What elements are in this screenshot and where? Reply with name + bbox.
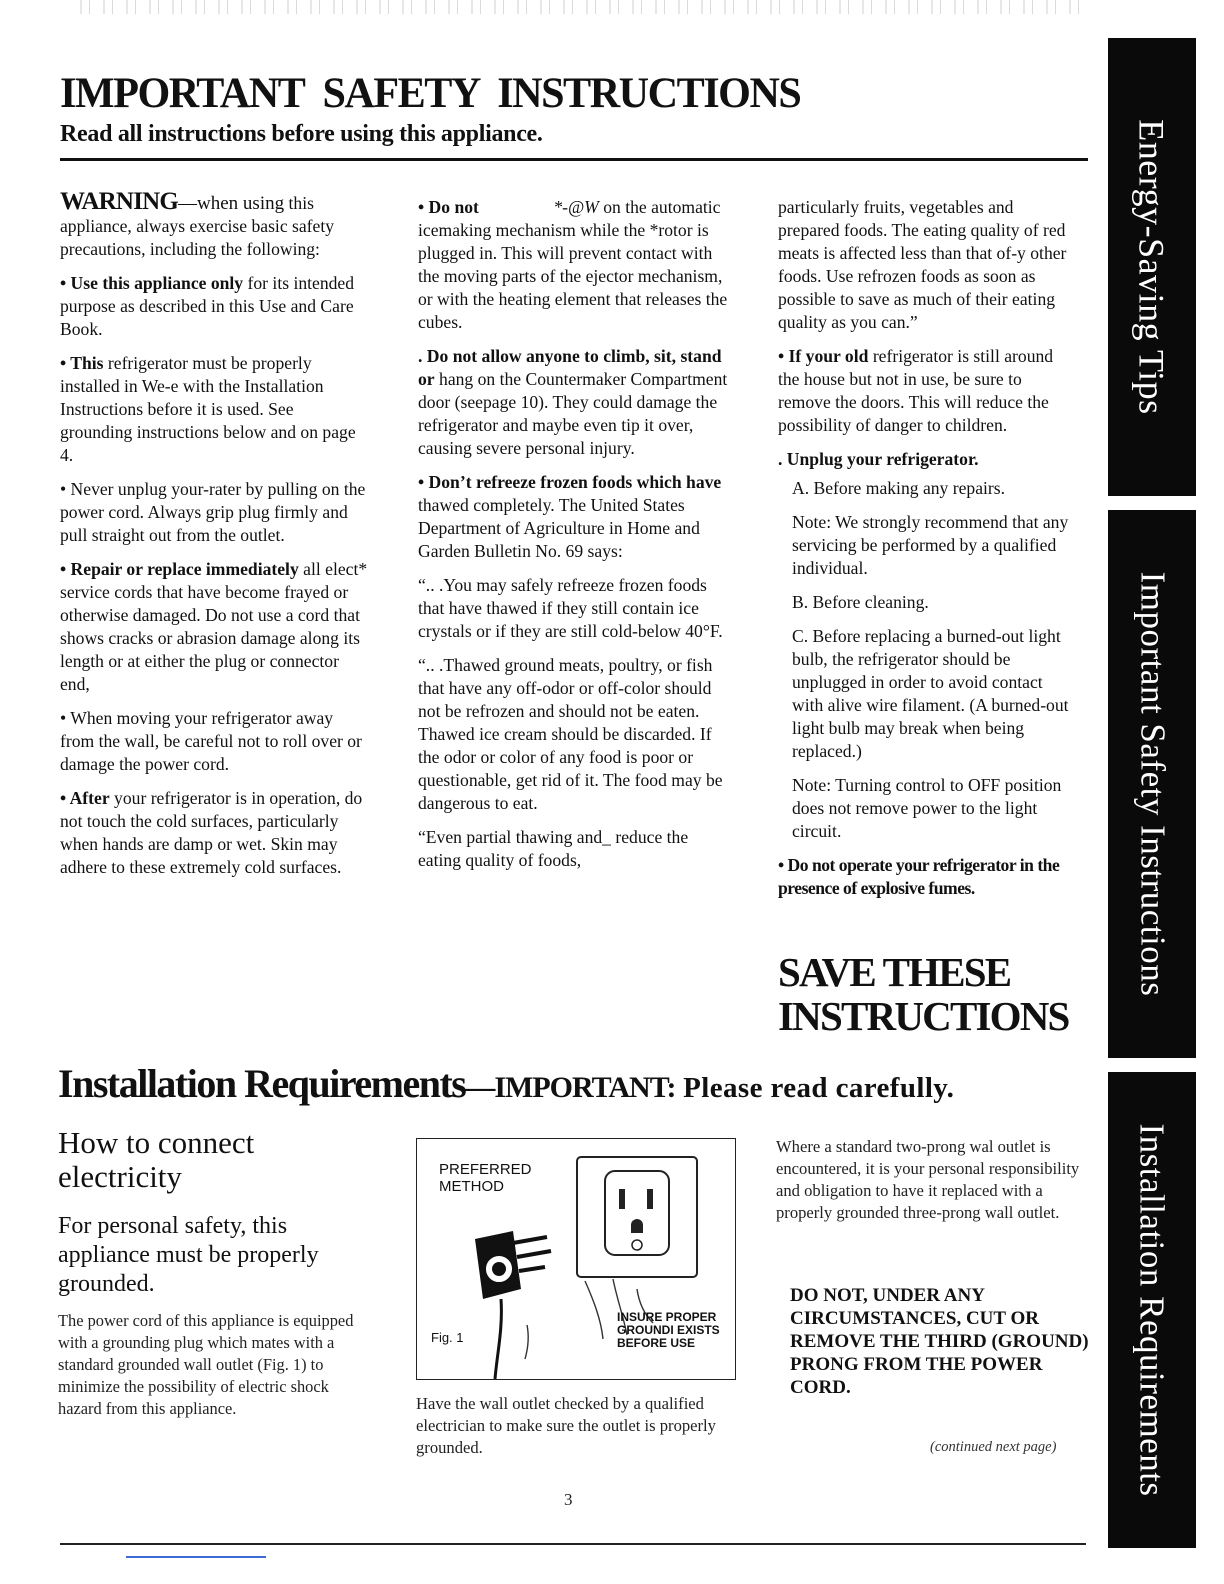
safety-item-bold: • Do not [418, 197, 479, 217]
page-subtitle: Read all instructions before using this appliance. [60, 121, 543, 147]
connect-electricity-heading: How to connect electricity [58, 1125, 255, 1194]
power-cord [495, 1299, 501, 1379]
continued-quote: particularly fruits, vegetables and prepared foods. The eating quality of red meats is affected less than that of-y other foods. Use refrozen foods as soon as possible to save as much of their eating quality as you can.” [778, 197, 1067, 332]
tab-label: Energy-Saving Tips [1132, 119, 1173, 415]
wall-outlet-icon [577, 1157, 697, 1277]
safety-column-1 [60, 190, 370, 890]
figure-caption: Have the wall outlet checked by a qualified electrician to make sure the outlet is properly grounded. [416, 1394, 716, 1457]
warning-paragraph [60, 190, 370, 261]
header-rule [60, 158, 1088, 161]
grounding-subheading: For personal safety, this appliance must be properly grounded. [58, 1213, 319, 1297]
warning-body: this appliance, always exercise basic safety precautions, including the following: [60, 193, 335, 259]
quote: “.. .You may safely refreeze frozen foods that have thawed if they still contain ice crystals or if they are still cold-below 40°F. [418, 575, 723, 641]
do-not-cut-warning: DO NOT, UNDER ANY CIRCUMSTANCES, CUT OR REMOVE THE THIRD (GROUND) PRONG FROM THE POWER CORD. [790, 1285, 1089, 1398]
footer-rule [60, 1543, 1086, 1545]
tab-energy-saving-tips[interactable] [1108, 38, 1196, 496]
outlet-faceplate [605, 1171, 669, 1255]
installation-heading-main: Installation Requirements [58, 1061, 466, 1106]
safety-item-body: for its intended purpose as described in this Use and Care Book. [60, 273, 355, 339]
page-number: 3 [564, 1490, 573, 1509]
unplug-item-a: A. Before making any repairs. [792, 478, 1006, 498]
safety-item-body: your refrigerator is in operation, do not touch the cold surfaces, particularly when hands are damp or wet. Skin may adhere to these extremely cold surfaces. [60, 788, 363, 877]
warning-lead2: —when using [178, 193, 285, 214]
safety-item-body: thawed completely. The United States Department of Agriculture in Home and Garden Bulletin No. 69 says: [418, 495, 700, 561]
safety-item: • When moving your refrigerator away from the wall, be careful not to roll over or damage the power cord. [60, 708, 362, 774]
safety-item-bold: . Do not allow anyone to climb, sit, stand or [418, 346, 722, 389]
unplug-item-c: C. Before replacing a burned-out light bulb, the refrigerator should be unplugged in order to avoid contact with alive wire filament. (A burned-out light bulb may break when being replaced.) [792, 626, 1069, 761]
safety-item-body: refrigerator is still around the house but not in use, be sure to remove the doors. This will reduce the possibility of danger to children. [778, 346, 1054, 435]
note: Note: Turning control to OFF position does not remove power to the light circuit. [792, 775, 1062, 841]
grounding-body: The power cord of this appliance is equipped with a grounding plug which mates with a standard grounded wall outlet (Fig. 1) to minimize the possibility of electric shock hazard from this appliance. [58, 1311, 354, 1418]
figure-warning [617, 1311, 720, 1350]
save-instructions-heading: SAVE THESE INSTRUCTIONS [778, 949, 1069, 1039]
outlet-screw [632, 1240, 642, 1250]
safety-item-body: refrigerator must be properly installed in We-e with the Installation Instructions before it is used. See grounding instructions below and on page 4. [60, 353, 356, 465]
outlet-slot [647, 1189, 653, 1209]
installation-heading [58, 1061, 955, 1108]
safety-item [778, 345, 1078, 437]
plug-badge-center [492, 1262, 506, 1276]
footer-link-line [126, 1556, 266, 1558]
ground-hole [631, 1219, 643, 1233]
safety-item-bold: • If your old [778, 346, 869, 366]
outlet-slot [619, 1189, 625, 1209]
safety-column-2 [418, 196, 730, 883]
continued-note: (continued next page) [930, 1439, 1057, 1455]
unplug-item-b: B. Before cleaning. [792, 592, 929, 612]
figure-1 [416, 1138, 736, 1380]
figure-label-line: METHOD [439, 1178, 504, 1195]
scan-noise [80, 0, 1080, 14]
safety-item-bold: • Use this appliance only [60, 273, 244, 293]
safety-item-bold: • Don’t refreeze frozen foods which have [418, 472, 722, 492]
plug-prongs [513, 1237, 551, 1271]
quote: “Even partial thawing and_ reduce the eating quality of foods, [418, 827, 689, 870]
figure-warning-line: BEFORE USE [617, 1336, 696, 1350]
warning-lead: WARNING [60, 188, 179, 215]
figure-label-line: PREFERRED [439, 1161, 532, 1178]
safety-item [60, 352, 370, 467]
safety-item-bold: • This [60, 353, 104, 373]
section-tabs [1108, 38, 1196, 1548]
safety-item [60, 787, 370, 879]
installation-heading-rest: Please read carefully. [675, 1072, 955, 1104]
safety-item [60, 272, 370, 341]
figure-warning-line: INSURE PROPER [617, 1310, 717, 1324]
safety-item: • Never unplug your-rater by pulling on the power cord. Always grip plug firmly and pull straight out from the outlet. [60, 479, 366, 545]
safety-item [418, 471, 730, 563]
page-title: IMPORTANT SAFETY INSTRUCTIONS [60, 70, 801, 117]
two-prong-paragraph: Where a standard two-prong wal outlet is encountered, it is your personal responsibility and obligation to have it replaced with a properly grounded three-prong wall outlet. [776, 1137, 1080, 1222]
safety-item-bold: • After [60, 788, 110, 808]
safety-item-body: hang on the Countermaker Compartment door (seepage 10). They could damage the refrigerator and maybe even tip it over, causing severe personal injury. [418, 369, 728, 458]
safety-item-body: on the automatic icemaking mechanism while the *rotor is plugged in. This will prevent contact with the moving parts of the ejector mechanism, or with the heating element that releases the cubes. [418, 197, 728, 332]
tab-installation-requirements[interactable] [1108, 1072, 1196, 1548]
safety-item-body: your refrigerator. [846, 449, 979, 469]
tab-important-safety[interactable] [1108, 510, 1196, 1058]
note: Note: We strongly recommend that any servicing be performed by a qualified individual. [792, 512, 1069, 578]
safety-item [418, 345, 730, 460]
safety-item-bold: . Unplug [778, 449, 843, 469]
tab-label: Installation Requirements [1133, 1123, 1172, 1497]
safety-item-body: all elect* service cords that have become frayed or otherwise damaged. Do not use a cord that shows cracks or abrasion damage along its length or at either the plug or connector end, [60, 559, 368, 694]
safety-item [60, 558, 370, 696]
safety-column-3 [778, 196, 1078, 911]
quote: “.. .Thawed ground meats, poultry, or fish that have any off-odor or off-color should not be refrozen and should not be eaten. Thawed ice cream should be discarded. If the odor or color of any food is poor or questionable, get rid of it. The food may be dangerous to eat. [418, 655, 723, 813]
cord-sketch [525, 1325, 528, 1359]
safety-item [418, 196, 730, 334]
safety-item: • Do not operate your refrigerator in the presence of explosive fumes. [778, 855, 1060, 898]
installation-heading-important: —IMPORTANT: [465, 1071, 676, 1104]
safety-item-bold: • Repair or replace immediately [60, 559, 299, 579]
figure-warning-line: GROUNDI EXISTS [617, 1323, 720, 1337]
figure-number: Fig. 1 [431, 1330, 464, 1345]
scan-garble: *-@W [553, 197, 599, 217]
safety-item [778, 448, 1078, 471]
tab-label: Important Safety Instructions [1133, 571, 1173, 997]
